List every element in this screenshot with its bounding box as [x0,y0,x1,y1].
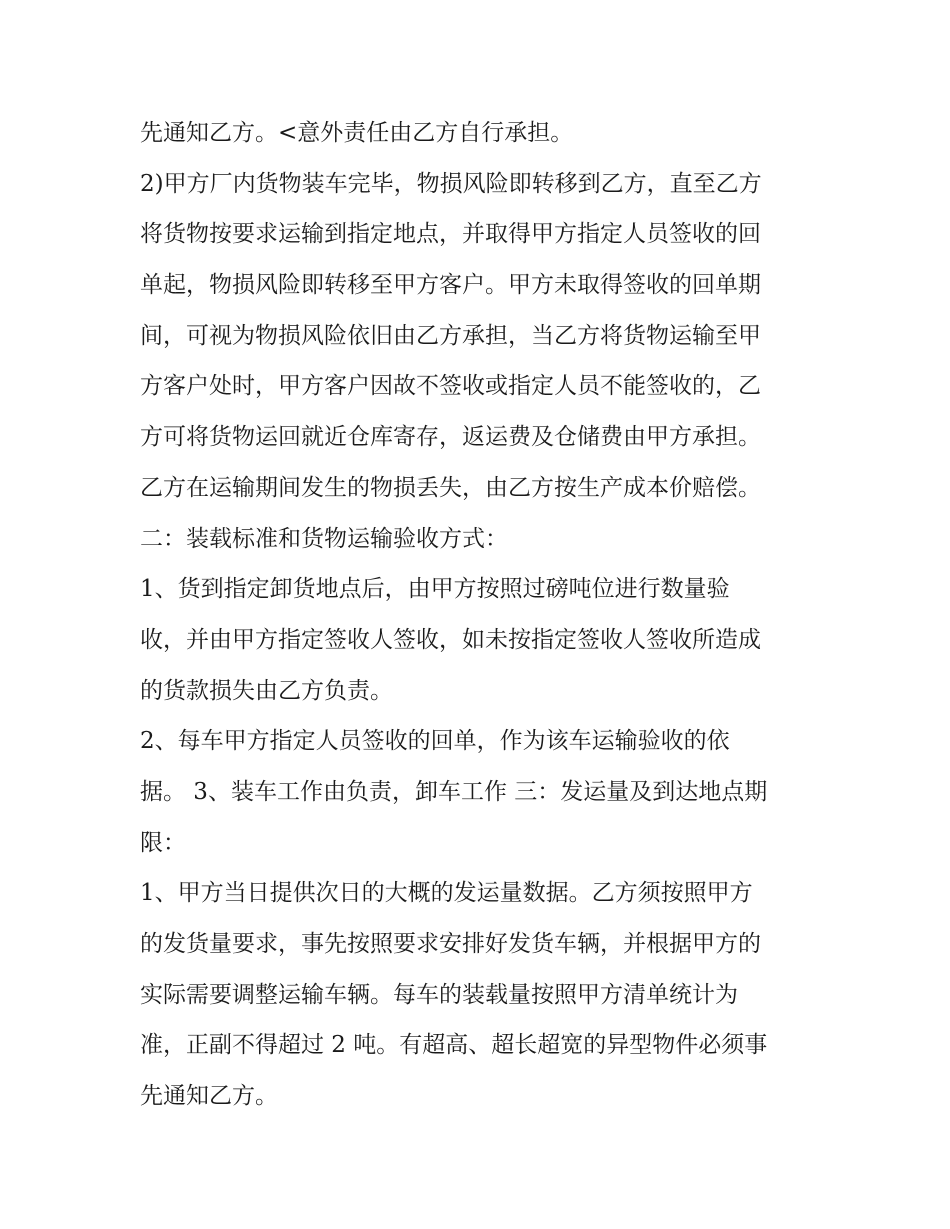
text-line: 间，可视为物损风险依旧由乙方承担，当乙方将货物运输至甲 [140,322,761,349]
text-line: 据。 3、装车工作由负责，卸车工作 三：发运量及到达地点期 [140,778,768,805]
text-line: 2、每车甲方指定人员签收的回单，作为该车运输验收的依 [140,728,730,755]
text-line: 1、甲方当日提供次日的大概的发运量数据。乙方须按照甲方 [140,880,753,907]
text-line: 将货物按要求运输到指定地点，并取得甲方指定人员签收的回 [140,221,761,248]
text-line: 乙方在运输期间发生的物损丢失，由乙方按生产成本价赔偿。 [140,474,761,501]
text-line: 的货款损失由乙方负责。 [140,677,393,704]
text-line: 2)甲方厂内货物装车完毕，物损风险即转移到乙方，直至乙方 [140,170,762,197]
text-line: 准，正副不得超过 2 吨。有超高、超长超宽的异型物件必须事 [140,1032,768,1059]
text-line: 方可将货物运回就近仓库寄存，返运费及仓储费由甲方承担。 [140,424,761,451]
text-line: 1、货到指定卸货地点后，由甲方按照过磅吨位进行数量验 [140,576,730,603]
text-line: 限： [140,829,186,856]
text-line: 先通知乙方。<意外责任由乙方自行承担。 [140,120,574,146]
text-line: 收，并由甲方指定签收人签收，如未按指定签收人签收所造成 [140,626,761,653]
document-body [140,108,820,1122]
text-line: 实际需要调整运输车辆。每车的装载量按照甲方清单统计为 [140,981,738,1008]
text-line: 的发货量要求，事先按照要求安排好发货车辆，并根据甲方的 [140,931,761,957]
text-line: 单起，物损风险即转移至甲方客户。甲方未取得签收的回单期 [140,272,761,299]
text-line: 先通知乙方。 [140,1083,278,1110]
text-line: 方客户处时，甲方客户因故不签收或指定人员不能签收的，乙 [140,373,761,400]
section-heading: 二：装载标准和货物运输验收方式： [140,525,508,552]
